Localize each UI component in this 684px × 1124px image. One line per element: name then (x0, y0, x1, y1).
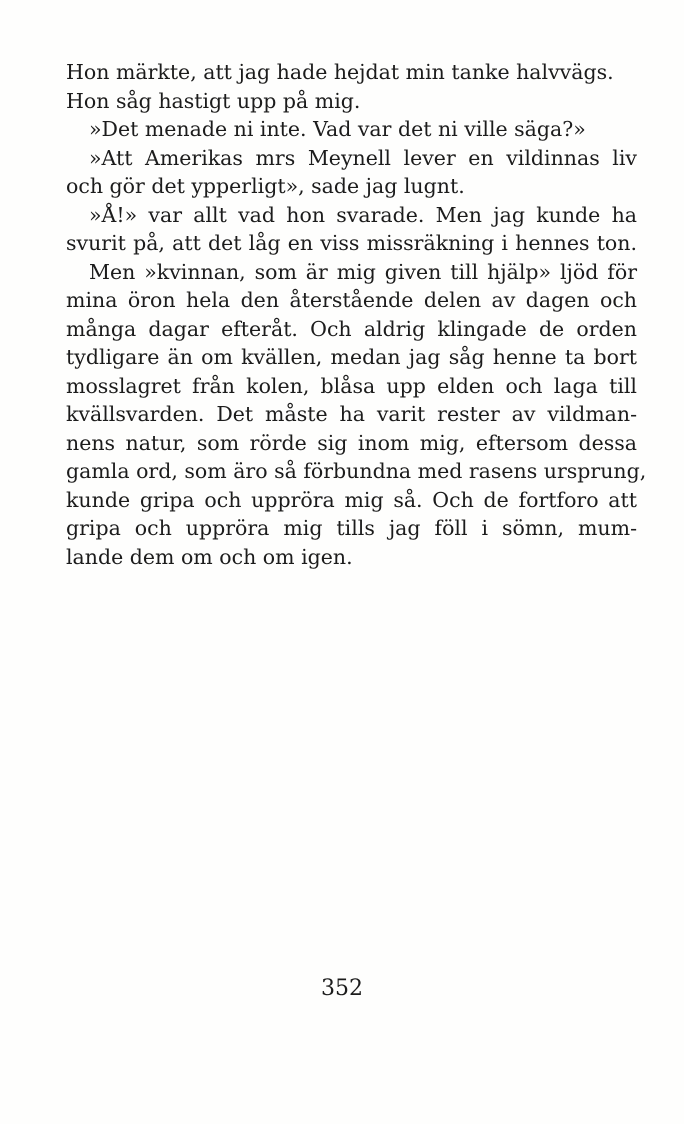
text-line: Hon såg hastigt upp på mig. (66, 88, 361, 113)
text-line: svurit på, att det låg en viss missräkning i hennes ton. (66, 231, 637, 255)
text-line: lande dem om och om igen. (66, 544, 353, 569)
text-line: »Det menade ni inte. Vad var det ni ville säga?» (89, 117, 586, 141)
body-text (66, 58, 647, 571)
text-line: kvällsvarden. Det måste ha varit rester av vildman- (66, 402, 637, 426)
text-line: gripa och uppröra mig tills jag föll i sömn, mum- (66, 516, 637, 540)
text-line: »Att Amerikas mrs Meynell lever en vildinnas liv (89, 145, 637, 170)
text-line: tydligare än om kvällen, medan jag såg henne ta bort (66, 345, 637, 369)
page-number: 352 (321, 976, 363, 1001)
text-line: kunde gripa och uppröra mig så. Och de fortforo att (66, 487, 637, 512)
text-line: Men »kvinnan, som är mig given till hjälp» ljöd för (89, 259, 637, 284)
text-line: gamla ord, som äro så förbundna med rasens ursprung, (66, 459, 647, 483)
text-line: nens natur, som rörde sig inom mig, eftersom dessa (66, 430, 637, 455)
text-line: och gör det ypperligt», sade jag lugnt. (66, 174, 465, 198)
text-line: »Å!» var allt vad hon svarade. Men jag kunde ha (89, 202, 637, 227)
text-line: mina öron hela den återstående delen av dagen och (66, 288, 637, 312)
text-line: Hon märkte, att jag hade hejdat min tanke halvvägs. (66, 60, 614, 84)
text-line: många dagar efteråt. Och aldrig klingade de orden (66, 316, 637, 341)
text-line: mosslagret från kolen, blåsa upp elden och laga till (66, 373, 637, 398)
